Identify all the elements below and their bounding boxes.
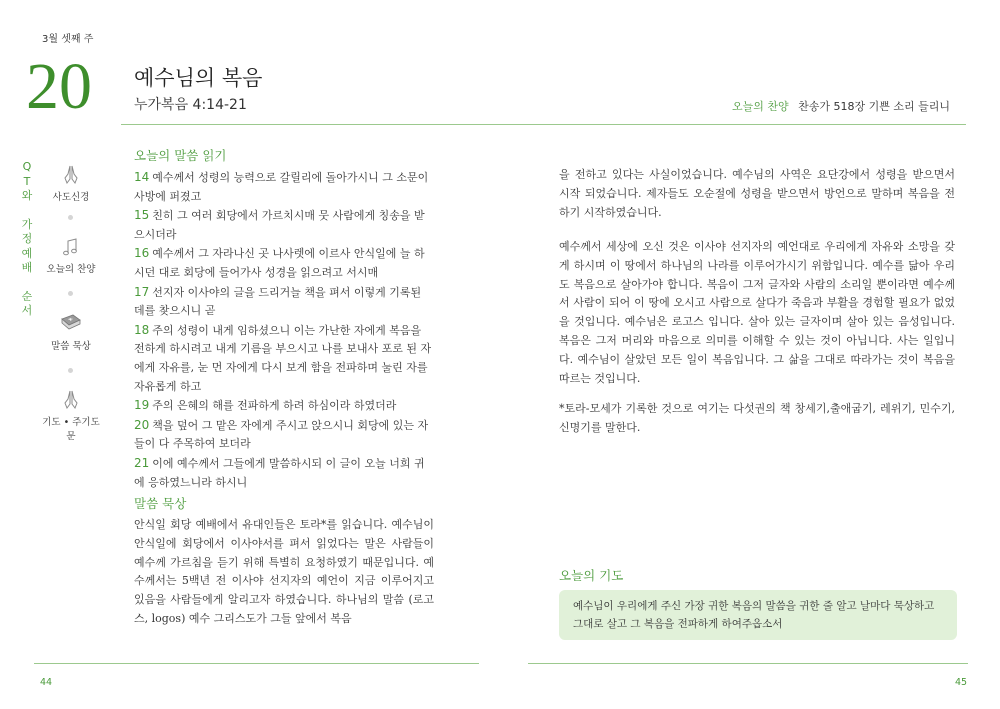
sidebar-label-char — [20, 204, 34, 218]
footer-divider-left — [34, 663, 479, 664]
verse-number: 14 — [134, 170, 150, 184]
verse-item — [134, 283, 434, 321]
prayer-heading: 오늘의 기도 — [559, 568, 624, 583]
sidebar-label-char: Q — [22, 160, 32, 173]
verse-item — [134, 244, 434, 282]
header-divider — [121, 124, 966, 125]
sidebar-label-char: T — [23, 174, 31, 188]
verse-item — [134, 396, 434, 416]
step-separator — [68, 368, 73, 373]
verse-text: 예수께서 성령의 능력으로 갈릴리에 돌아가시니 그 소문이 사방에 퍼졌고 — [134, 171, 429, 203]
step-separator — [68, 291, 73, 296]
meditation-paragraph-1: 안식일 회당 예배에서 유대인들은 토라*를 읽습니다. 예수님이 안식일에 회당에서 이사야서를 펴서 읽었다는 말은 사람들이 예수께 가르침을 듣기 위해 특별히 요청하였기 때문입니다. 예수께서는 5백년 전 이사야 선지자의 예언이 지금 이루어지고 있음을 사람들에게 알리고자 하였습니다. 하나님의 말씀 (로고스, logos) 예수 그리스도가 그들 앞에서 복음 — [134, 518, 434, 625]
verse-number: 18 — [134, 322, 150, 337]
sidebar-label-char: 서 — [21, 304, 33, 317]
verse-item — [134, 454, 434, 492]
verse-item — [134, 321, 434, 396]
hymn-info — [732, 98, 950, 114]
prayer-box — [559, 590, 957, 640]
verse-list — [134, 168, 434, 492]
verse-text: 이에 예수께서 그들에게 말씀하시되 이 글이 오늘 너희 귀에 응하였느니라 하시니 — [134, 456, 425, 489]
meditation-heading: 말씀 묵상 — [134, 496, 187, 511]
praying-hands-icon — [60, 389, 82, 411]
step-label: 사도신경 — [52, 192, 90, 203]
sidebar-vertical-label — [20, 160, 34, 319]
footnote: *토라-모세가 기록한 것으로 여기는 다섯권의 책 창세기,출애굽기, 레위기, 민수기, 신명기를 말한다. — [559, 402, 955, 434]
verse-number: 19 — [134, 398, 150, 413]
scripture-reference: 누가복음 4:14-21 — [134, 97, 247, 113]
day-number: 20 — [26, 50, 92, 123]
step-label: 오늘의 찬양 — [46, 264, 96, 275]
step-label: 기도 • 주기도문 — [42, 417, 100, 442]
verse-item — [134, 416, 434, 454]
verse-number: 21 — [134, 455, 150, 470]
verse-text: 책을 덮어 그 맡은 자에게 주시고 앉으시니 회당에 있는 자들이 다 주목하여 보더라 — [134, 418, 429, 451]
verse-text: 주의 성령이 내게 임하셨으니 이는 가난한 자에게 복음을 전하게 하시려고 내게 기름을 부으시고 나를 보내사 포로 된 자에게 자유를, 눈 먼 자에게 다시 보게 함을 전파하며 눌린 자를 자유롭게 하고 — [134, 323, 432, 393]
footer-divider-right — [528, 663, 968, 664]
meditation-paragraph-3: 예수께서 세상에 오신 것은 이사야 선지자의 예언대로 우리에게 자유와 소망을 갖게 하시며 이 땅에서 하나님의 나라를 이루어가시기 위함입니다. 예수를 닮아 우리도 복음으로 살아가야 합니다. 복음이 그저 글자와 사람의 소리일 뿐이라면 예수께서 사람이 되어 이 땅에 오시고 사람으로 살다가 죽음과 부활을 경험할 필요가 없었을 것입니다. 예수님은 로고스 입니다. 살아 있는 글자이며 살아 있는 음성입니다. 복음은 그저 머리와 마음으로 의미를 이해할 수 있는 것이 아닙니다. 사는 일입니다. 예수님이 살았던 모든 일이 복음입니다. 그 삶을 그대로 따라가는 것이 복음을 따르는 것입니다. — [559, 240, 955, 385]
verse-item — [134, 168, 434, 206]
prayer-text: 예수님이 우리에게 주신 가장 귀한 복음의 말씀을 귀한 줄 알고 날마다 묵상하고 그대로 살고 그 복음을 전파하게 하여주옵소서 — [573, 600, 935, 630]
sidebar-label-char: 배 — [21, 261, 33, 274]
sidebar-label-char: 가 — [21, 217, 33, 231]
bible-icon — [59, 313, 83, 335]
verse-number: 16 — [134, 246, 150, 261]
hymn-label: 오늘의 찬양 — [731, 100, 789, 113]
sidebar-label-char: 정 — [21, 232, 33, 245]
verse-number: 15 — [134, 208, 150, 223]
sidebar-label-char: 순 — [21, 289, 33, 303]
verse-number: 17 — [134, 284, 150, 299]
verse-text: 선지자 이사야의 글을 드리거늘 책을 펴서 이렇게 기록된 데를 찾으시니 곧 — [134, 285, 422, 318]
hymn-text: 찬송가 518장 기쁜 소리 들리니 — [798, 100, 950, 113]
sidebar-label-char: 와 — [21, 189, 33, 202]
page-title: 예수님의 복음 — [134, 66, 263, 90]
step-separator — [68, 215, 73, 220]
step-word-meditation — [40, 313, 102, 352]
praying-hands-icon — [60, 164, 82, 186]
verse-item — [134, 206, 434, 244]
meditation-paragraph-2: 을 전하고 있다는 사실이었습니다. 예수님의 사역은 요단강에서 성령을 받으면서 시작 되었습니다. 제자들도 오순절에 성령을 받으면서 방언으로 말하며 복음을 전하기 시작하였습니다. — [559, 168, 955, 219]
page-number-left: 44 — [40, 677, 53, 688]
verse-text: 예수께서 그 자라나신 곳 나사렛에 이르사 안식일에 늘 하시던 대로 회당에 들어가사 성경을 읽으려고 서시매 — [134, 247, 425, 279]
page-number-right: 45 — [955, 677, 968, 688]
verse-text: 주의 은혜의 해를 전파하게 하려 하심이라 하였더라 — [152, 399, 397, 413]
reading-heading: 오늘의 말씀 읽기 — [134, 148, 227, 163]
step-prayer-lords-prayer — [40, 389, 102, 442]
sidebar-label-char — [20, 276, 34, 290]
step-apostles-creed — [40, 164, 102, 203]
music-note-icon — [60, 238, 82, 258]
step-todays-hymn — [40, 238, 102, 275]
verse-number: 20 — [134, 417, 150, 432]
week-label: 3월 셋째 주 — [42, 34, 94, 45]
step-label: 말씀 묵상 — [51, 341, 91, 352]
sidebar-label-char: 예 — [21, 246, 33, 260]
verse-text: 친히 그 여러 회당에서 가르치시매 뭇 사람에게 칭송을 받으시더라 — [134, 209, 425, 241]
